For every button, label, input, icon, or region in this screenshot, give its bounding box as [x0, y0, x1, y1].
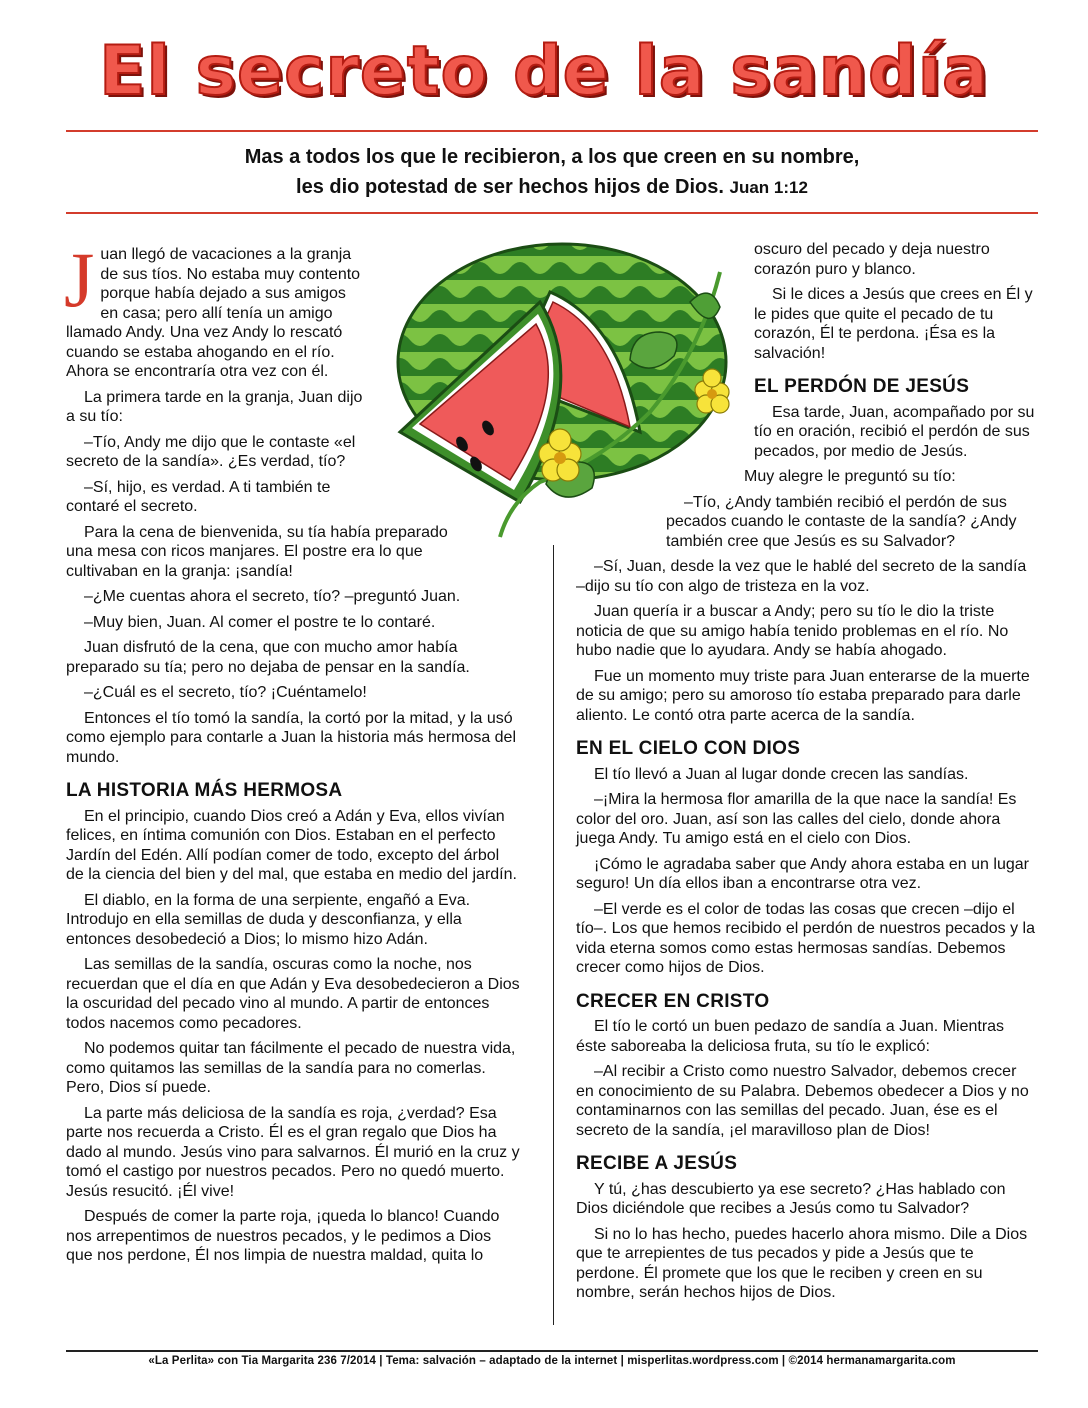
paragraph: –Al recibir a Cristo como nuestro Salvador, debemos crecer en conocimiento de su Palabra. Debemos obedecer a Dios y no contaminarnos con las semillas del pecado. Juan, ése es el secreto de la sandía, ¡el maravilloso plan de Dios! — [576, 1063, 1029, 1139]
section-heading: CRECER EN CRISTO — [576, 990, 770, 1012]
paragraph: El tío le cortó un buen pedazo de sandía a Juan. Mientras éste saboreaba la deliciosa fruta, su tío le explicó: — [576, 1018, 1005, 1055]
paragraph: –Muy bien, Juan. Al comer el postre te lo contaré. — [84, 613, 436, 631]
paragraph: El diablo, en la forma de una serpiente, engañó a Eva. Introdujo en ella semillas de duda y desconfianza, y ella entonces desobedeció a Dios; lo mismo hizo Adán. — [66, 891, 471, 948]
verse-line-1: Mas a todos los que le recibieron, a los que creen en su nombre, — [244, 146, 860, 168]
paragraph: –Tío, Andy me dijo que le contaste «el secreto de la sandía». ¿Es verdad, tío? — [66, 433, 356, 470]
paragraph: No podemos quitar tan fácilmente el pecado de nuestra vida, como quitamos las semillas de la sandía para no comerlas. Pero, Dios sí puede. — [66, 1040, 516, 1096]
paragraph: Muy alegre le preguntó su tío: — [744, 468, 956, 485]
page-title: El secreto de la sandía — [99, 32, 989, 111]
paragraph: Y tú, ¿has descubierto ya ese secreto? ¿Has hablado con Dios diciéndole que recibes a Jesús como tu Salvador? — [576, 1180, 1006, 1217]
section-heading: EN EL CIELO CON DIOS — [576, 738, 801, 759]
paragraph: Para la cena de bienvenida, su tía había preparado una mesa con ricos manjares. El postre era lo que cultivaban en la granja: ¡sandía! — [66, 523, 448, 580]
bible-verse — [66, 142, 1038, 203]
right-column — [576, 240, 1038, 1309]
right-top-block — [754, 240, 1038, 461]
drop-cap: J — [64, 236, 95, 323]
verse-divider — [66, 212, 1038, 214]
footer-credits: «La Perlita» con Tia Margarita 236 7/2014 | Tema: salvación – adaptado de la internet | misperlitas.wordpress.com | ©2014 hermanamargarita.com — [148, 1355, 956, 1367]
paragraph: –¿Cuál es el secreto, tío? ¡Cuéntamelo! — [84, 684, 367, 701]
top-divider — [66, 130, 1038, 132]
section-heading: LA HISTORIA MÁS HERMOSA — [66, 780, 343, 801]
paragraph: Esa tarde, Juan, acompañado por su tío en oración, recibió el perdón de sus pecados, por medio de Jesús. — [754, 403, 1035, 460]
paragraph: –¿Me cuentas ahora el secreto, tío? –preguntó Juan. — [84, 588, 461, 605]
verse-line-2 — [66, 172, 1038, 203]
paragraph: Las semillas de la sandía, oscuras como la noche, nos recuerdan que el día en que Adán y Eva desobedecieron a Dios la oscuridad del pecado vino al mundo. A partir de entonces todos nacemos como pecadores. — [66, 956, 520, 1032]
paragraph: Juan quería ir a buscar a Andy; pero su tío le dio la triste noticia de que su amigo había tenido problemas en el río. No hubo nadie que lo ayudara. Andy se había ahogado. — [576, 603, 1009, 659]
paragraph: Si le dices a Jesús que crees en Él y le pides que quite el pecado de tu corazón, Él te perdona. ¡Ésa es la salvación! — [754, 286, 1033, 362]
paragraph: El tío llevó a Juan al lugar donde crecen las sandías. — [594, 765, 969, 783]
paragraph: Fue un momento muy triste para Juan enterarse de la muerte de su amigo; pero su amoroso tío estaba preparado para darle aliento. Le contó otra parte acerca de la sandía. — [576, 667, 1030, 724]
intro-block — [64, 236, 366, 427]
paragraph — [64, 236, 366, 382]
verse-line-2-text: les dio potestad de ser hechos hijos de Dios. — [296, 176, 724, 198]
left-column — [64, 236, 521, 1272]
paragraph: Después de comer la parte roja, ¡queda lo blanco! Cuando nos arrepentimos de nuestros pecados, y le pedimos a Dios que nos perdone, Él nos limpia de nuestra maldad, quita lo — [66, 1208, 500, 1264]
paragraph: ¡Cómo le agradaba saber que Andy ahora estaba en un lugar seguro! Un día ellos iban a encontrarse otra vez. — [576, 855, 1029, 892]
paragraph-text: uan llegó de vacaciones a la granja de sus tíos. No estaba muy contento porque había dejado a sus amigos en casa; pero allí tenía un amigo llamado Andy. Una vez Andy lo rescató cuando se estaba ahogando en el río. Ahora se encontraría otra vez con él. — [66, 246, 361, 380]
footer-divider — [66, 1350, 1038, 1352]
paragraph: –¡Mira la hermosa flor amarilla de la que nace la sandía! Es color del oro. Juan, así son las calles del cielo, donde ahora juega Andy. Tu amigo está en el cielo con Dios. — [576, 791, 1017, 847]
paragraph: –Sí, hijo, es verdad. A ti también te contaré el secreto. — [66, 478, 331, 515]
paragraph: oscuro del pecado y deja nuestro corazón puro y blanco. — [754, 241, 990, 278]
paragraph: Si no lo has hecho, puedes hacerlo ahora mismo. Dile a Dios que te arrepientes de tus pecados y pide a Jesús que te perdone. Él promete que los que le reciben y creen en su nombre, serán hechos hijos de Dios. — [576, 1225, 1028, 1301]
paragraph: –Sí, Juan, desde la vez que le hablé del secreto de la sandía –dijo su tío con algo de tristeza en la voz. — [576, 558, 1027, 595]
section-heading: RECIBE A JESÚS — [576, 1153, 738, 1174]
paragraph: –El verde es el color de todas las cosas que crecen –dijo el tío–. Los que hemos recibido el perdón de nuestros pecados y la vida eterna somos como estas hermosas sandías. Debemos crecer como hijos de Dios. — [576, 900, 1035, 976]
paragraph: –Tío, ¿Andy también recibió el perdón de sus pecados cuando le contaste de la sandía? ¿Andy también cree que Jesús es su Salvador? — [666, 493, 1017, 550]
paragraph: La primera tarde en la granja, Juan dijo a su tío: — [66, 388, 363, 425]
paragraph: La parte más deliciosa de la sandía es roja, ¿verdad? Esa parte nos recuerda a Cristo. Él es el gran regalo que Dios ha dado al mundo. Jesús vino para salvarnos. Él murió en la cruz y tomó el castigo por nuestros pecados. Pero no quedó muerto. Jesús resucitó. ¡Él vive! — [66, 1104, 520, 1200]
verse-reference: Juan 1:12 — [729, 178, 808, 197]
paragraph: Entonces el tío tomó la sandía, la cortó por la mitad, y la usó como ejemplo para contarle a Juan la historia más hermosa del mundo. — [66, 709, 517, 766]
section-heading: EL PERDÓN DE JESÚS — [754, 376, 970, 397]
paragraph: En el principio, cuando Dios creó a Adán y Eva, ellos vivían felices, en íntima comunión con Dios. Estaban en el perfecto Jardín del Edén. Allí podían comer de todo, excepto del árbol de la ciencia del bien y del mal, que estaba en medio del jardín. — [66, 807, 517, 883]
paragraph: Juan disfrutó de la cena, que con mucho amor había preparado su tía; pero no dejaba de pensar en la sandía. — [66, 639, 470, 676]
column-divider — [553, 545, 554, 1325]
